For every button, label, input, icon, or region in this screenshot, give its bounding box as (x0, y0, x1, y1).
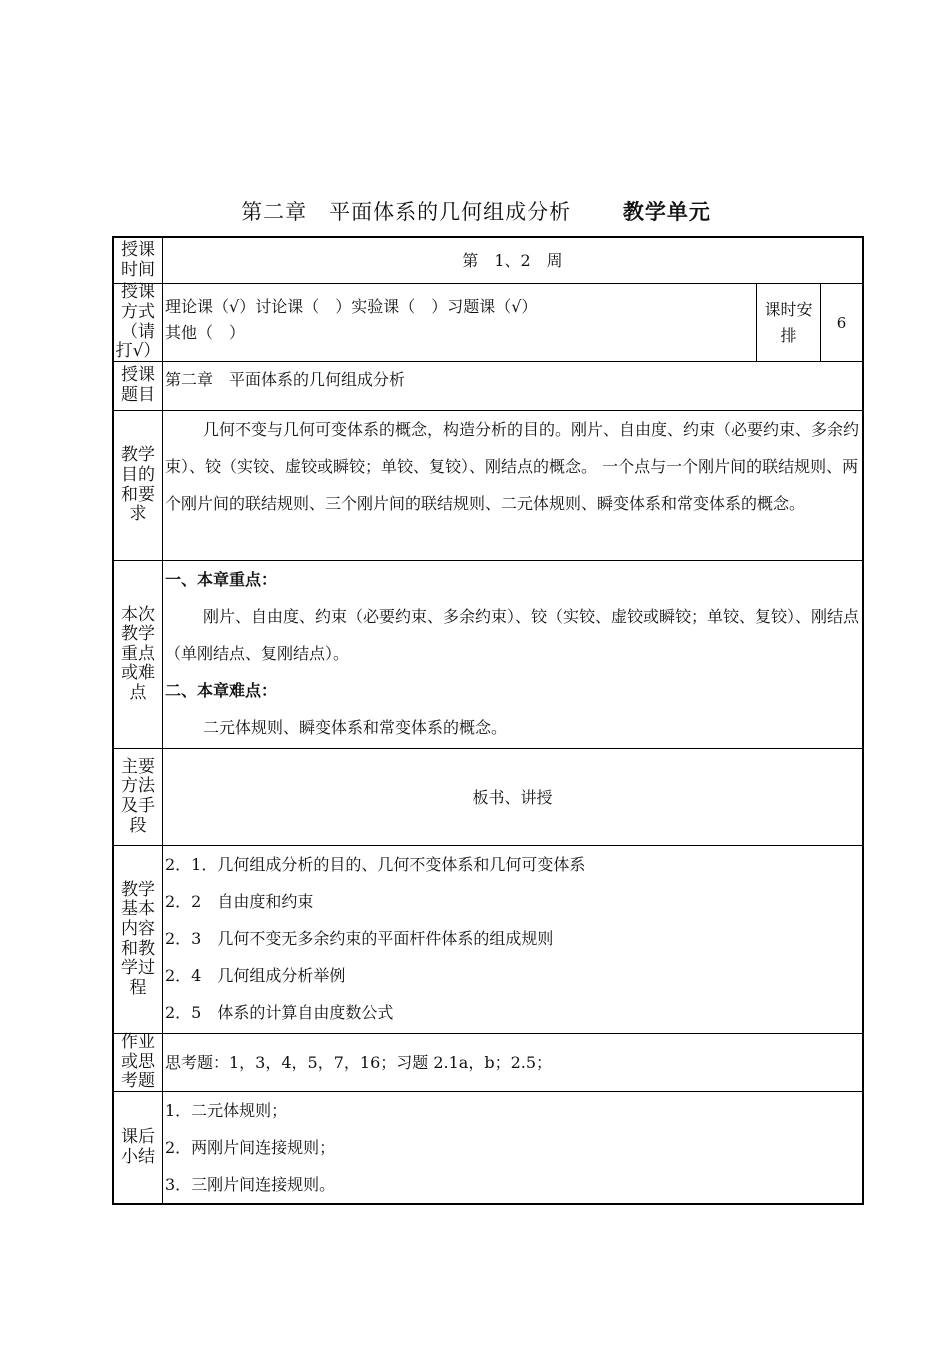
label-goals: 教学目的和要求 (114, 411, 163, 560)
value-approach: 板书、讲授 (472, 787, 553, 807)
content-item: 2．3 几何不变无多余约束的平面杆件体系的组成规则 (165, 929, 554, 948)
label-time: 授课时间 (114, 238, 163, 283)
label-topic: 授课题目 (114, 362, 163, 410)
row-homework (114, 1033, 862, 1091)
label-approach: 主要方法及手段 (114, 749, 163, 845)
content-item: 2．1．几何组成分析的目的、几何不变体系和几何可变体系 (165, 855, 586, 874)
method-line-1: 理论课（√）讨论课（ ）实验课（ ）习题课（√） (165, 297, 538, 316)
row-goals (114, 410, 862, 560)
value-goals: 几何不变与几何可变体系的概念，构造分析的目的。刚片、自由度、约束（必要约束、多余约束）、铰（实铰、虚铰或瞬铰；单铰、复铰）、刚结点的概念。 一个点与一个刚片间的联结规则、两个刚片间的联结规则、三个刚片间的联结规则、二元体规则、瞬变体系和常变体系的概念。 (165, 420, 860, 513)
row-summary (114, 1091, 862, 1203)
row-method (114, 283, 862, 361)
page-title (0, 196, 952, 226)
value-homework: 思考题：1，3，4，5，7，16；习题 2.1a，b；2.5； (165, 1053, 553, 1072)
label-summary: 课后小结 (114, 1092, 163, 1203)
value-topic: 第二章 平面体系的几何组成分析 (165, 370, 406, 389)
row-keypoints (114, 560, 862, 748)
value-hours: 6 (820, 284, 862, 361)
keypoints-heading-1: 一、本章重点： (165, 570, 278, 589)
content-item: 2．5 体系的计算自由度数公式 (165, 1003, 394, 1022)
value-time: 第 1、2 周 (462, 251, 563, 270)
label-homework: 作业或思考题 (114, 1034, 163, 1091)
value-keypoints (163, 561, 862, 748)
label-keypoints: 本次教学重点或难点 (114, 561, 163, 748)
row-content (114, 845, 862, 1033)
row-topic (114, 361, 862, 410)
chapter-title: 第二章 平面体系的几何组成分析 (241, 200, 572, 224)
label-hours: 课时安排 (756, 284, 820, 361)
label-method: 授课方式（请打√） (114, 284, 163, 361)
method-options (163, 284, 756, 361)
teaching-unit-table (112, 236, 864, 1205)
unit-title: 教学单元 (622, 200, 711, 224)
summary-item: 2．两刚片间连接规则； (165, 1138, 336, 1157)
method-line-2: 其他（ ） (165, 323, 246, 342)
content-item: 2．2 自由度和约束 (165, 892, 314, 911)
method-cell (163, 284, 862, 361)
keypoints-text-1: 刚片、自由度、约束（必要约束、多余约束）、铰（实铰、虚铰或瞬铰；单铰、复铰）、刚结点（单刚结点、复刚结点）。 (165, 607, 860, 663)
keypoints-text-2: 二元体规则、瞬变体系和常变体系的概念。 (203, 718, 508, 737)
row-approach (114, 748, 862, 845)
value-content (163, 846, 862, 1033)
summary-item: 3．三刚片间连接规则。 (165, 1175, 336, 1194)
keypoints-heading-2: 二、本章难点： (165, 681, 278, 700)
value-summary (163, 1092, 862, 1203)
summary-item: 1．二元体规则； (165, 1101, 288, 1120)
label-content: 教学基本内容和教学过程 (114, 846, 163, 1033)
row-time (114, 238, 862, 283)
content-item: 2．4 几何组成分析举例 (165, 966, 346, 985)
